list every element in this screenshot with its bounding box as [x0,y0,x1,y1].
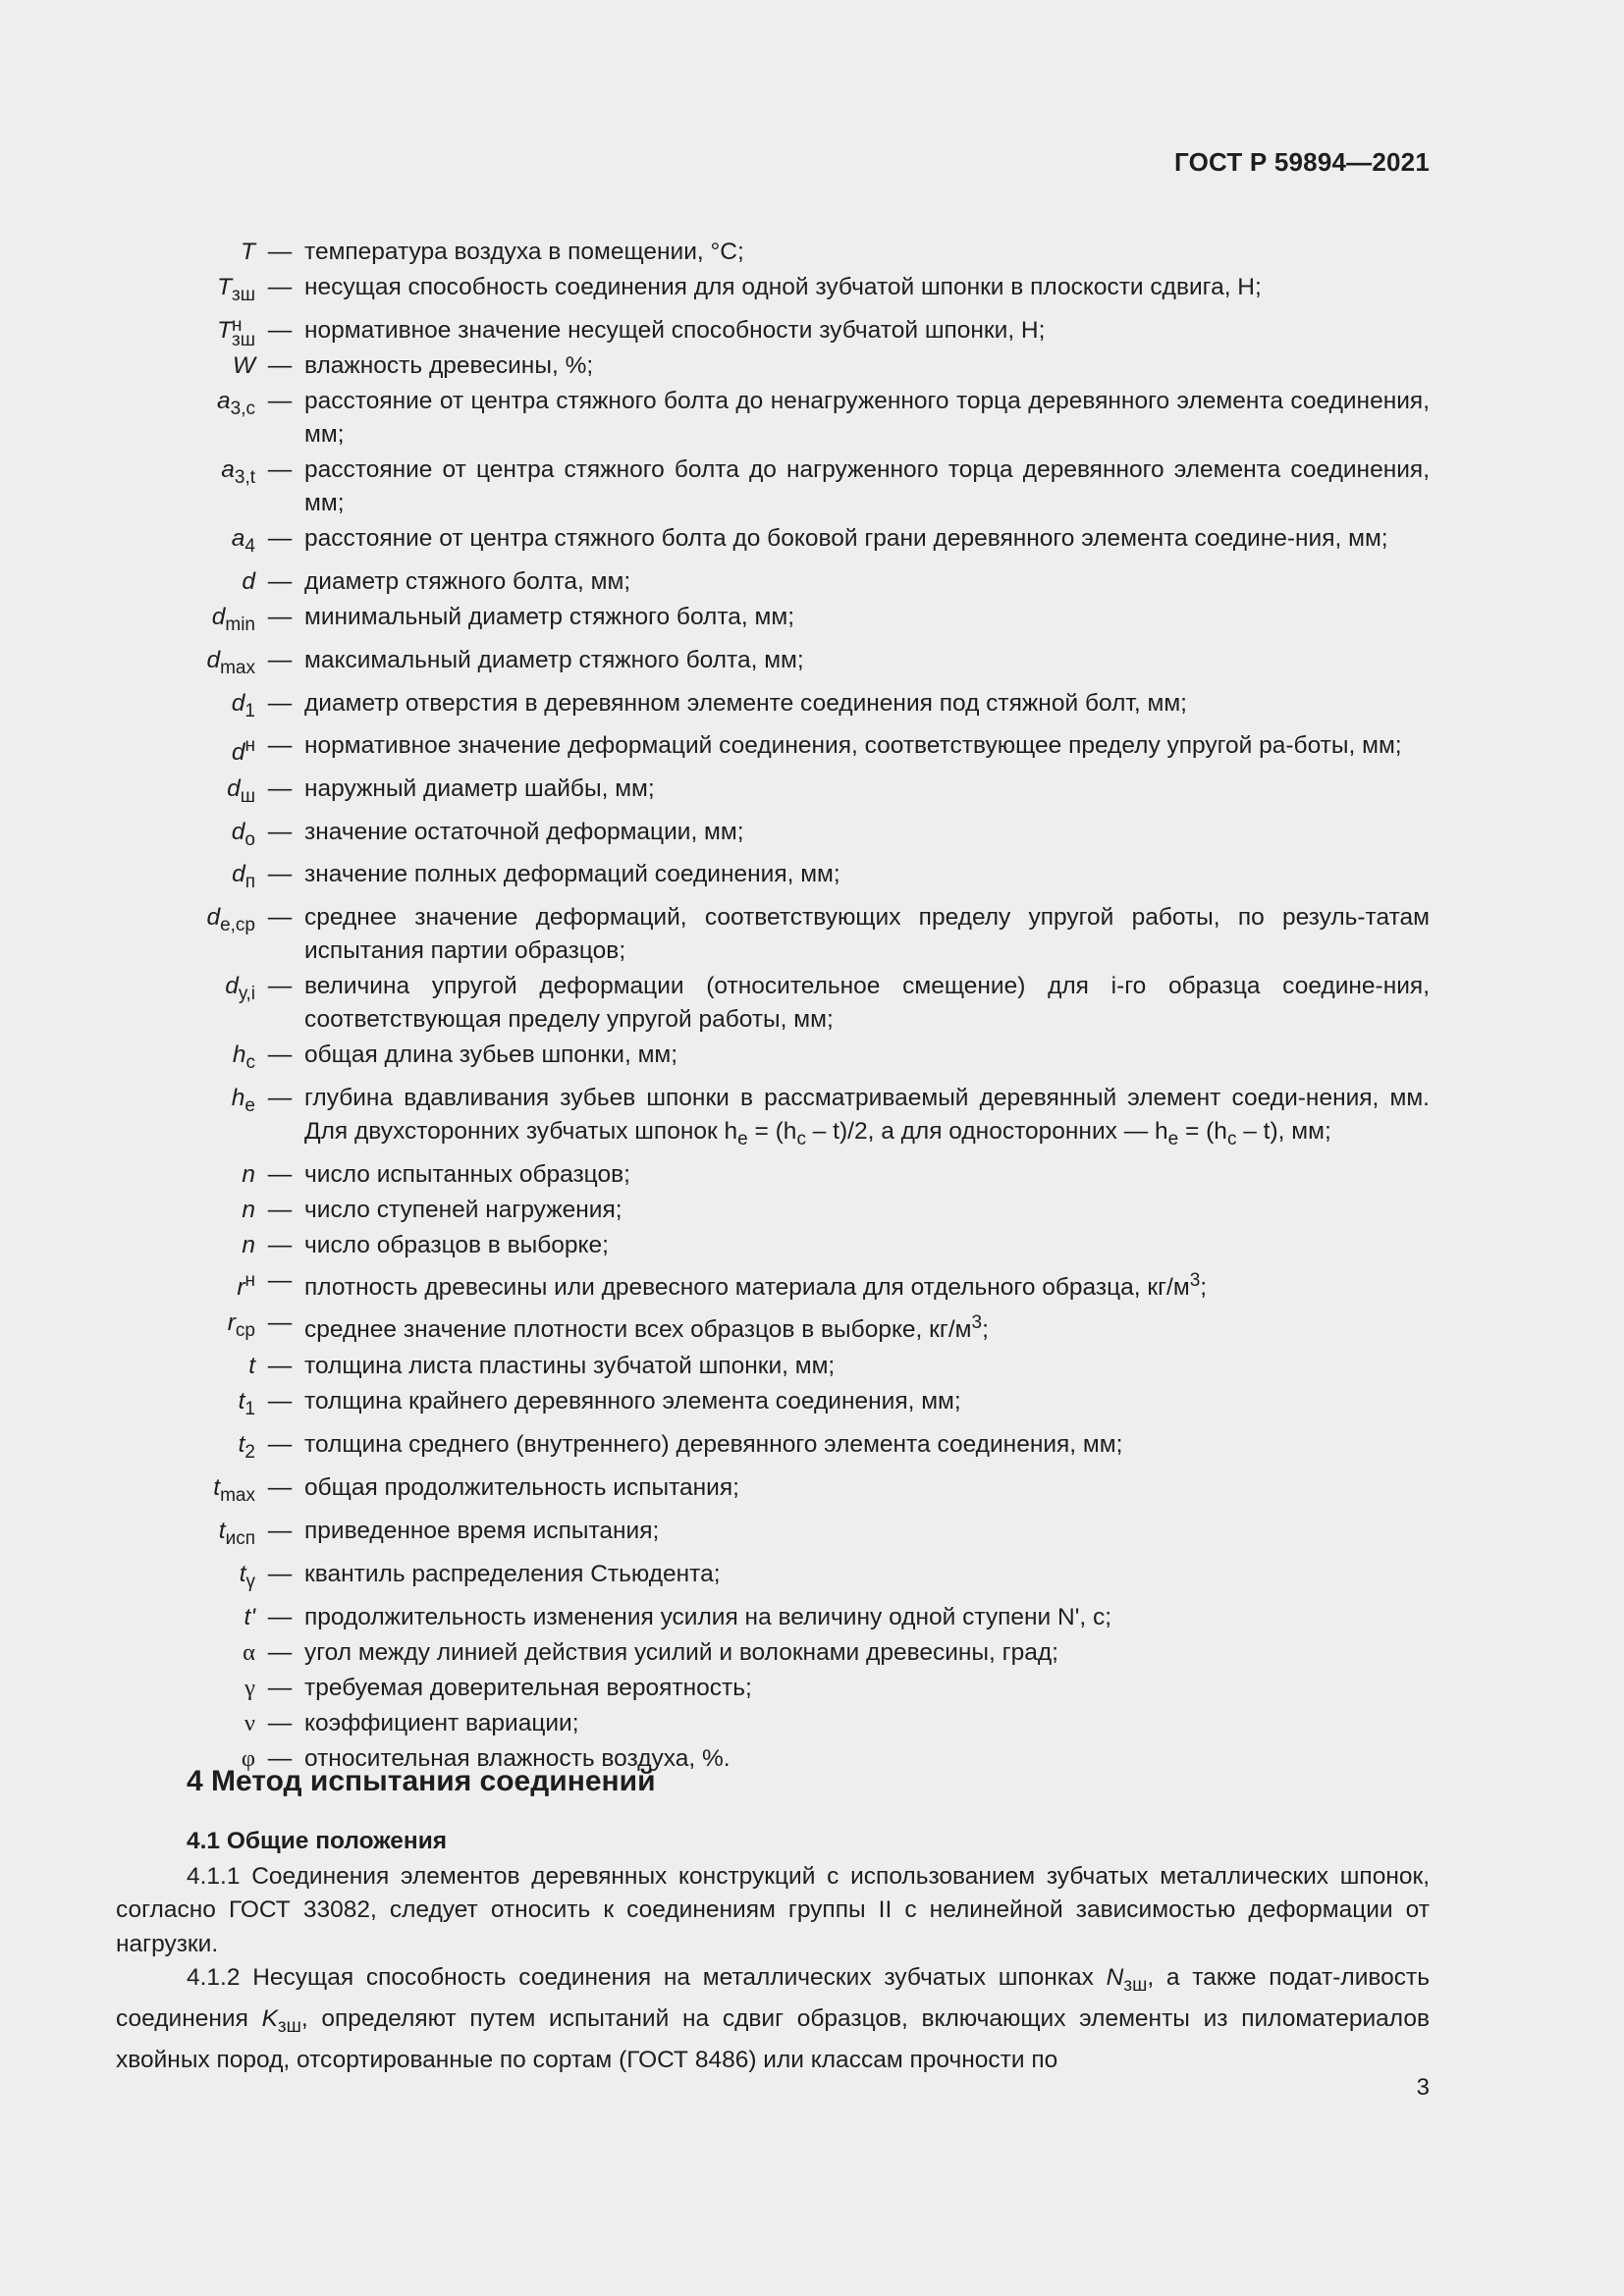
symbol-row [116,385,1430,452]
symbol-row [116,1515,1430,1556]
symbol-definition [302,773,1430,806]
symbol-row [116,1082,1430,1156]
symbol-definition [302,601,1430,634]
definition-text: – t), мм; [1236,1118,1331,1146]
definition-text: расстояние от центра стяжного болта до боковой грани деревянного элемента соедине-ния, мм; [304,524,1388,552]
symbol-term [116,271,257,312]
subscript: зш [1123,1974,1148,1996]
subscript: γ [245,1571,255,1592]
definition-text: = (h [1178,1118,1227,1146]
definition-text: расстояние от центра стяжного болта до ненагруженного торца деревянного элемента соединения, мм; [304,387,1430,448]
symbol-base: t [218,1517,226,1544]
symbol-base: h [231,1085,245,1112]
symbol-base: t [248,1353,255,1380]
symbol-term [116,1515,257,1556]
symbol-base: d [231,689,245,717]
paragraph-4-1-2 [116,1961,1430,2078]
symbol-base: t' [244,1603,255,1630]
symbol-definition [302,1428,1430,1462]
em-dash: — [267,1232,293,1259]
symbol-base: d [206,904,221,932]
definition-text: значение полных деформаций соединения, мм; [304,861,840,888]
em-dash: — [267,1473,293,1501]
paragraph-4-1-1: 4.1.1 Соединения элементов деревянных конструкций с использованием зубчатых металлических шпонок, согласно ГОСТ 33082, следует относить к соединениям группы II с нелинейной зависимостью деформации от нагрузки. [116,1863,1430,1957]
symbol-term [116,236,257,269]
symbol-row [116,687,1430,728]
symbol-base: T [217,316,233,344]
symbol-base: t [213,1473,221,1501]
symbol-definition [302,729,1430,763]
symbol-row [116,1385,1430,1426]
symbol-term [116,901,257,942]
symbol-term [116,314,257,350]
symbol-row [116,1707,1430,1740]
symbol-row [116,1350,1430,1383]
definition-text: минимальный диаметр стяжного болта, мм; [304,603,795,630]
em-dash: — [267,455,293,483]
subscript: e,ср [220,915,255,936]
symbol-definition [302,1039,1430,1072]
superscript: 3 [1189,1270,1201,1292]
em-dash: — [267,274,293,300]
symbol-definition [302,1515,1430,1548]
symbol-definition [302,1350,1430,1383]
symbol-row [116,1471,1430,1513]
symbol-definition [302,271,1430,304]
superscript: н [232,314,243,336]
symbol-term [116,858,257,899]
subscript: max [220,1484,255,1506]
symbol-definition [302,1229,1430,1262]
symbol-base: α [243,1638,255,1666]
subscript: 1 [244,700,255,721]
definition-text: расстояние от центра стяжного болта до нагруженного торца деревянного элемента соединения, мм; [304,455,1430,516]
symbol-term [116,1428,257,1469]
em-dash: — [267,603,293,630]
em-dash: — [267,689,293,717]
symbol-base: t [239,1560,246,1587]
subscript: у,i [238,984,255,1005]
definition-text: наружный диаметр шайбы, мм; [304,774,655,802]
definition-text: относительная влажность воздуха, %. [304,1744,731,1772]
symbol-term [116,1229,257,1262]
symbol-base: h [232,1041,246,1069]
definition-text: коэффициент вариации; [304,1709,579,1736]
em-dash: — [267,387,293,414]
symbol-term [116,454,257,495]
symbol-row [116,773,1430,814]
symbol-row [116,970,1430,1037]
symbol-term [116,729,257,770]
symbol-term [116,1264,257,1305]
definition-text: несущая способность соединения для одной зубчатой шпонки в плоскости сдвига, Н; [304,274,1262,300]
symbol-k: K [261,2005,278,2033]
subscript: е [244,1095,255,1117]
em-dash: — [267,1638,293,1666]
definition-text: ; [1200,1274,1208,1302]
em-dash: — [267,1709,293,1736]
subscript: ср [235,1320,255,1342]
em-dash: — [267,567,293,595]
symbol-definition [302,1307,1430,1347]
subscript: с [1226,1129,1237,1150]
symbol-term [116,644,257,685]
subscript: 4 [244,535,255,557]
symbol-term [116,816,257,857]
symbol-term [116,522,257,563]
page-number: 3 [1416,2074,1430,2101]
subscript: с [245,1052,255,1074]
em-dash: — [267,1674,293,1701]
symbol-base: φ [241,1744,255,1772]
symbol-row [116,349,1430,383]
symbol-definition [302,1385,1430,1418]
definition-text: общая длина зубьев шпонки, мм; [304,1041,678,1069]
subscript: 3,с [230,398,255,419]
document-number: ГОСТ Р 59894—2021 [1174,147,1430,177]
subscript: ш [240,785,255,807]
symbol-row [116,816,1430,857]
symbol-row [116,1194,1430,1227]
symbol-row [116,1601,1430,1634]
paragraph-part: , определяют путем испытаний на сдвиг образцов, включающих элементы из пиломатериалов хвойных пород, отсортированные по сортам (ГОСТ 8486) или классам прочности по [116,2005,1430,2074]
symbol-definition [302,1672,1430,1705]
subscript: зш [277,2015,301,2037]
superscript: 3 [971,1312,983,1334]
em-dash: — [267,1517,293,1544]
subscript: 2 [244,1441,255,1463]
definition-text: среднее значение деформаций, соответствующих пределу упругой работы, по резуль-татам испытания партии образцов; [304,904,1430,965]
subscript: с [796,1129,806,1150]
subscript: е [1167,1129,1179,1150]
symbol-definition [302,687,1430,721]
em-dash: — [267,818,293,845]
symbol-row [116,565,1430,599]
symbol-term [116,349,257,383]
symbol-row [116,1307,1430,1348]
em-dash: — [267,1197,293,1224]
symbol-term [116,687,257,728]
section-title: 4 Метод испытания соединений [187,1765,656,1797]
em-dash: — [267,1161,293,1189]
definition-text: среднее значение плотности всех образцов в выборке, кг/м [304,1316,972,1344]
symbol-definition [302,1636,1430,1670]
definition-text: влажность древесины, %; [304,351,594,379]
em-dash: — [267,732,293,760]
symbol-row [116,454,1430,520]
definition-text: – t)/2, а для односторонних — h [805,1118,1168,1146]
symbol-base: ν [244,1709,255,1736]
symbol-definition [302,1082,1430,1156]
symbol-term [116,565,257,599]
symbol-term [116,970,257,1011]
definition-text: требуемая доверительная вероятность; [304,1674,752,1701]
symbol-definition [302,349,1430,383]
symbol-definition [302,1707,1430,1740]
em-dash: — [267,973,293,1000]
paragraph-part: 4.1.2 Несущая способность соединения на металлических зубчатых шпонках [187,1963,1107,1991]
symbol-definition [302,901,1430,968]
em-dash: — [267,1744,293,1772]
superscript: н [244,1270,255,1292]
symbol-base: a [221,455,235,483]
symbol-list [116,236,1430,1778]
symbol-row [116,522,1430,563]
symbol-term [116,1636,257,1670]
em-dash: — [267,1309,293,1337]
symbol-term [116,1350,257,1383]
symbol-term [116,1471,257,1513]
definition-text: величина упругой деформации (относительное смещение) для i-го образца соедине-ния, соответствующая пределу упругой работы, мм; [304,973,1430,1034]
symbol-term [116,1158,257,1192]
symbol-term [116,1672,257,1705]
symbol-row [116,271,1430,312]
symbol-base: d [225,973,239,1000]
symbol-row [116,314,1430,350]
definition-text: общая продолжительность испытания; [304,1473,739,1501]
symbol-definition [302,1558,1430,1591]
symbol-row [116,1229,1430,1262]
symbol-term [116,385,257,426]
symbol-base: n [242,1197,255,1224]
symbol-base: d [227,774,241,802]
em-dash: — [267,1353,293,1380]
symbol-term [116,773,257,814]
subscript: 1 [244,1399,255,1419]
symbol-definition [302,522,1430,556]
symbol-row [116,644,1430,685]
symbol-row [116,1636,1430,1670]
symbol-row [116,1558,1430,1599]
symbol-row [116,901,1430,968]
definition-text: ; [982,1316,989,1344]
symbol-definition [302,1471,1430,1505]
definition-text: угол между линией действия усилий и волокнами древесины, град; [304,1638,1058,1666]
symbol-base: a [231,524,245,552]
symbol-base: r [237,1274,245,1302]
symbol-term [116,1385,257,1426]
symbol-base: T [217,274,233,300]
symbol-n: N [1106,1963,1124,1991]
subscript: max [220,657,255,678]
symbol-definition [302,1158,1430,1192]
definition-text: число образцов в выборке; [304,1232,609,1259]
em-dash: — [267,1085,293,1112]
symbol-row [116,236,1430,269]
symbol-definition [302,565,1430,599]
definition-text: значение остаточной деформации, мм; [304,818,744,845]
symbol-base: a [217,387,231,414]
symbol-base: n [242,1161,255,1189]
symbol-row [116,601,1430,642]
subscript: п [244,872,255,893]
em-dash: — [267,861,293,888]
em-dash: — [267,646,293,673]
symbol-indices [232,314,255,350]
definition-text: толщина листа пластины зубчатой шпонки, мм; [304,1353,836,1380]
em-dash: — [267,239,293,265]
symbol-term [116,1707,257,1740]
em-dash: — [267,524,293,552]
definition-text: максимальный диаметр стяжного болта, мм; [304,646,804,673]
definition-text: диаметр отверстия в деревянном элементе соединения под стяжной болт, мм; [304,689,1187,717]
symbol-base: d [206,646,221,673]
symbol-row [116,1264,1430,1305]
symbol-definition [302,970,1430,1037]
symbol-definition [302,236,1430,269]
symbol-definition [302,385,1430,452]
definition-text: = (h [747,1118,797,1146]
symbol-base: d [231,739,245,767]
definition-text: число испытанных образцов; [304,1161,630,1189]
definition-text: диаметр стяжного болта, мм; [304,567,631,595]
subscript: исп [225,1527,255,1549]
symbol-base: r [227,1309,236,1337]
subscript: зш [232,329,255,350]
symbol-base: W [232,351,255,379]
symbol-definition [302,1601,1430,1634]
symbol-row [116,1672,1430,1705]
symbol-base: d [231,818,245,845]
symbol-row [116,1039,1430,1080]
symbol-base: d [211,603,226,630]
definition-text: нормативное значение несущей способности зубчатой шпонки, Н; [304,316,1046,344]
symbol-row [116,729,1430,770]
symbol-base: T [241,239,255,265]
symbol-base: d [232,861,245,888]
symbol-row [116,1428,1430,1469]
symbol-row [116,1158,1430,1192]
symbol-definition [302,314,1430,347]
paragraph-part: , а также подат-ливость соединения [116,1963,1430,2033]
symbol-term [116,601,257,642]
em-dash: — [267,1388,293,1415]
em-dash: — [267,1603,293,1630]
symbol-term [116,1039,257,1080]
symbol-base: γ [244,1674,255,1701]
symbol-definition [302,816,1430,849]
symbol-base: t [238,1388,245,1415]
subscript: зш [232,284,255,305]
symbol-row [116,858,1430,899]
symbol-definition [302,1194,1430,1227]
em-dash: — [267,774,293,802]
em-dash: — [267,1267,293,1295]
symbol-definition [302,858,1430,891]
em-dash: — [267,1041,293,1069]
symbol-definition [302,1264,1430,1305]
definition-text: число ступеней нагружения; [304,1197,623,1224]
subscript: е [737,1129,748,1150]
definition-text: плотность древесины или древесного материала для отдельного образца, кг/м [304,1274,1190,1302]
definition-text: квантиль распределения Стьюдента; [304,1560,721,1587]
symbol-base: d [242,567,255,595]
em-dash: — [267,1560,293,1587]
definition-text: температура воздуха в помещении, °С; [304,239,744,265]
symbol-definition [302,454,1430,520]
em-dash: — [267,1431,293,1458]
symbol-definition [302,644,1430,677]
subscript: min [225,614,255,635]
symbol-base: n [242,1232,255,1259]
definition-text: глубина вдавливания зубьев шпонки в рассматриваемый деревянный элемент соеди-нения, мм. Для двухсторонних зубчатых шпонок h [304,1085,1430,1146]
body-text [116,1860,1430,2078]
definition-text: приведенное время испытания; [304,1517,660,1544]
subscript: о [244,828,255,850]
em-dash: — [267,904,293,932]
superscript: н [244,735,255,757]
symbol-term [116,1194,257,1227]
symbol-term [116,1082,257,1123]
subscript: 3,t [234,466,255,488]
symbol-base: t [238,1431,245,1458]
em-dash: — [267,351,293,379]
symbol-term [116,1601,257,1634]
definition-text: толщина среднего (внутреннего) деревянного элемента соединения, мм; [304,1431,1123,1458]
em-dash: — [267,316,293,344]
symbol-term [116,1558,257,1599]
subsection-title: 4.1 Общие положения [187,1828,448,1854]
definition-text: нормативное значение деформаций соединения, соответствующее пределу упругой ра-боты, мм; [304,732,1402,760]
definition-text: продолжительность изменения усилия на величину одной ступени N', с; [304,1603,1112,1630]
definition-text: толщина крайнего деревянного элемента соединения, мм; [304,1388,961,1415]
symbol-term [116,1307,257,1348]
